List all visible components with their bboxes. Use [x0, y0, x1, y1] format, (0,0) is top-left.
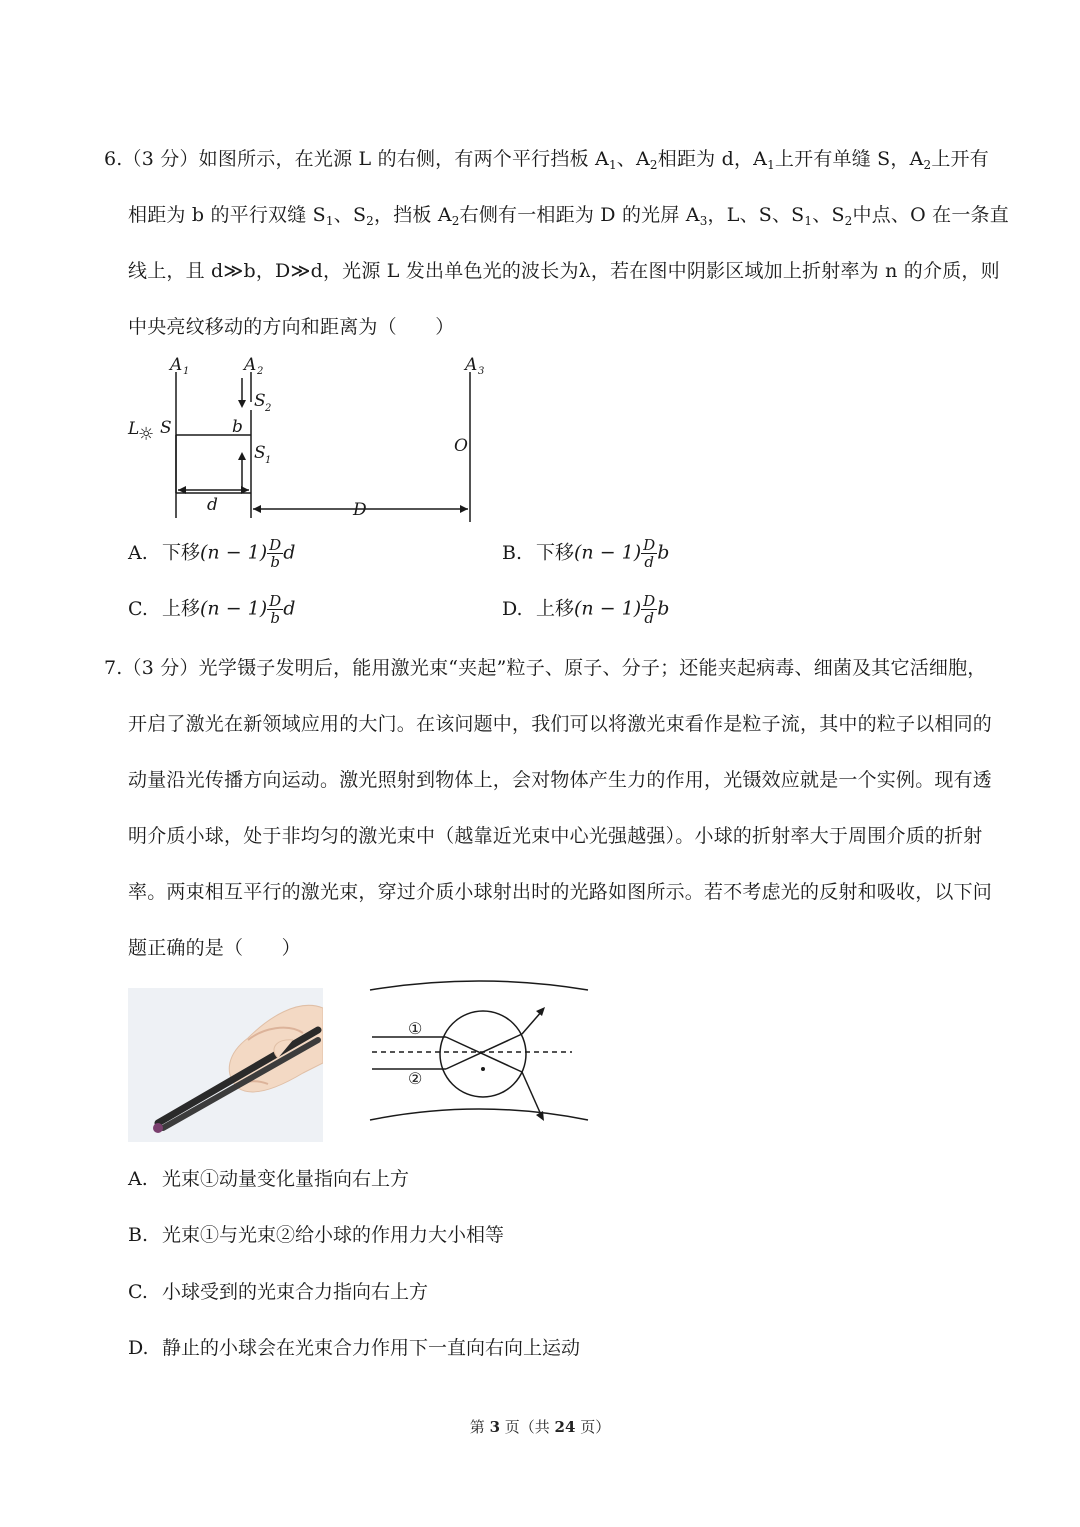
q7-option-b[interactable]: B. 光束①与光束②给小球的作用力大小相等 — [128, 1224, 505, 1246]
tweezers-photo — [128, 988, 323, 1142]
current-page: 3 — [489, 1418, 500, 1436]
q7-option-c[interactable]: C. 小球受到的光束合力指向右上方 — [128, 1281, 429, 1303]
q7-line-6: 题正确的是（ ） — [128, 937, 301, 959]
page-footer: 第 3 页（共 24 页） — [469, 1418, 611, 1436]
q6-option-a[interactable]: A. 下移(n − 1) $\frac{D}{b}$ d — [128, 536, 296, 571]
q7-line-4: 明介质小球，处于非均匀的激光束中（越靠近光束中心光强越强）。小球的折射率大于周围介质的折射 — [128, 825, 983, 847]
q7-optics-figure — [368, 980, 590, 1128]
q6-line-1: 6.（3 分）如图所示，在光源 L 的右侧，有两个平行挡板 $A_1$、$A_2$相距为 d，$A_1$上开有单缝 S，$A_2$上开有 — [104, 148, 989, 172]
q6-figure — [120, 350, 500, 525]
svg-text:3: 3 — [478, 366, 485, 377]
q6-option-c[interactable]: C. 上移(n − 1) $\frac{D}{b}$ d — [128, 592, 296, 627]
svg-text:1: 1 — [183, 366, 190, 377]
q6-score: （3 分） — [122, 148, 199, 170]
q7-number: 7. — [104, 657, 123, 679]
sun-icon: ☼ — [138, 424, 155, 445]
q7-option-a[interactable]: A. 光束①动量变化量指向右上方 — [128, 1168, 410, 1190]
svg-text:2: 2 — [257, 366, 264, 377]
question-6 — [104, 131, 1009, 355]
label-D: D — [353, 500, 367, 520]
q6-option-b[interactable]: B. 下移(n − 1) $\frac{D}{d}$ b — [502, 536, 670, 571]
q7-line-5: 率。两束相互平行的激光束，穿过介质小球射出时的光路如图所示。若不考虑光的反射和吸收，以下问 — [128, 881, 993, 903]
label-A2: A — [244, 355, 257, 375]
label-S: S — [160, 418, 172, 438]
label-d: d — [207, 495, 218, 515]
q6-line-4: 中央亮纹移动的方向和距离为（ ） — [128, 316, 455, 338]
label-S1: S — [254, 443, 266, 463]
svg-text:2: 2 — [265, 403, 272, 414]
label-A3: A — [465, 355, 478, 375]
q6-line-3: 线上，且 d≫b，D≫d，光源 L 发出单色光的波长为λ，若在图中阴影区域加上折射率为 n 的介质，则 — [128, 260, 1000, 282]
beam-2-label: ② — [408, 1069, 423, 1088]
label-O: O — [454, 436, 468, 456]
q7-line-2: 开启了激光在新领域应用的大门。在该问题中，我们可以将激光束看作是粒子流，其中的粒子以相同的 — [128, 713, 993, 735]
q7-line-1: 7.（3 分）光学镊子发明后，能用激光束“夹起”粒子、原子、分子；还能夹起病毒、细菌及其它活细胞， — [104, 657, 987, 679]
label-b: b — [232, 417, 243, 437]
svg-text:1: 1 — [265, 455, 272, 466]
label-A1: A — [170, 355, 183, 375]
beam-1-label: ① — [408, 1019, 423, 1038]
q7-option-d[interactable]: D. 静止的小球会在光束合力作用下一直向右向上运动 — [128, 1337, 581, 1359]
label-S2: S — [254, 391, 266, 411]
question-7 — [104, 640, 993, 976]
q6-option-d[interactable]: D. 上移(n − 1) $\frac{D}{d}$ b — [502, 592, 670, 627]
q7-line-3: 动量沿光传播方向运动。激光照射到物体上，会对物体产生力的作用，光镊效应就是一个实例。现有透 — [128, 769, 993, 791]
label-L: L — [128, 419, 140, 439]
q6-line-2: 相距为 b 的平行双缝 $S_1$、$S_2$，挡板 $A_2$右侧有一相距为 D 的光屏 $A_3$，L、S、$S_1$、$S_2$中点、O 在一条直 — [128, 204, 1009, 228]
q6-number: 6. — [104, 148, 123, 170]
total-pages: 24 — [554, 1418, 576, 1436]
q7-score: （3 分） — [122, 657, 199, 679]
